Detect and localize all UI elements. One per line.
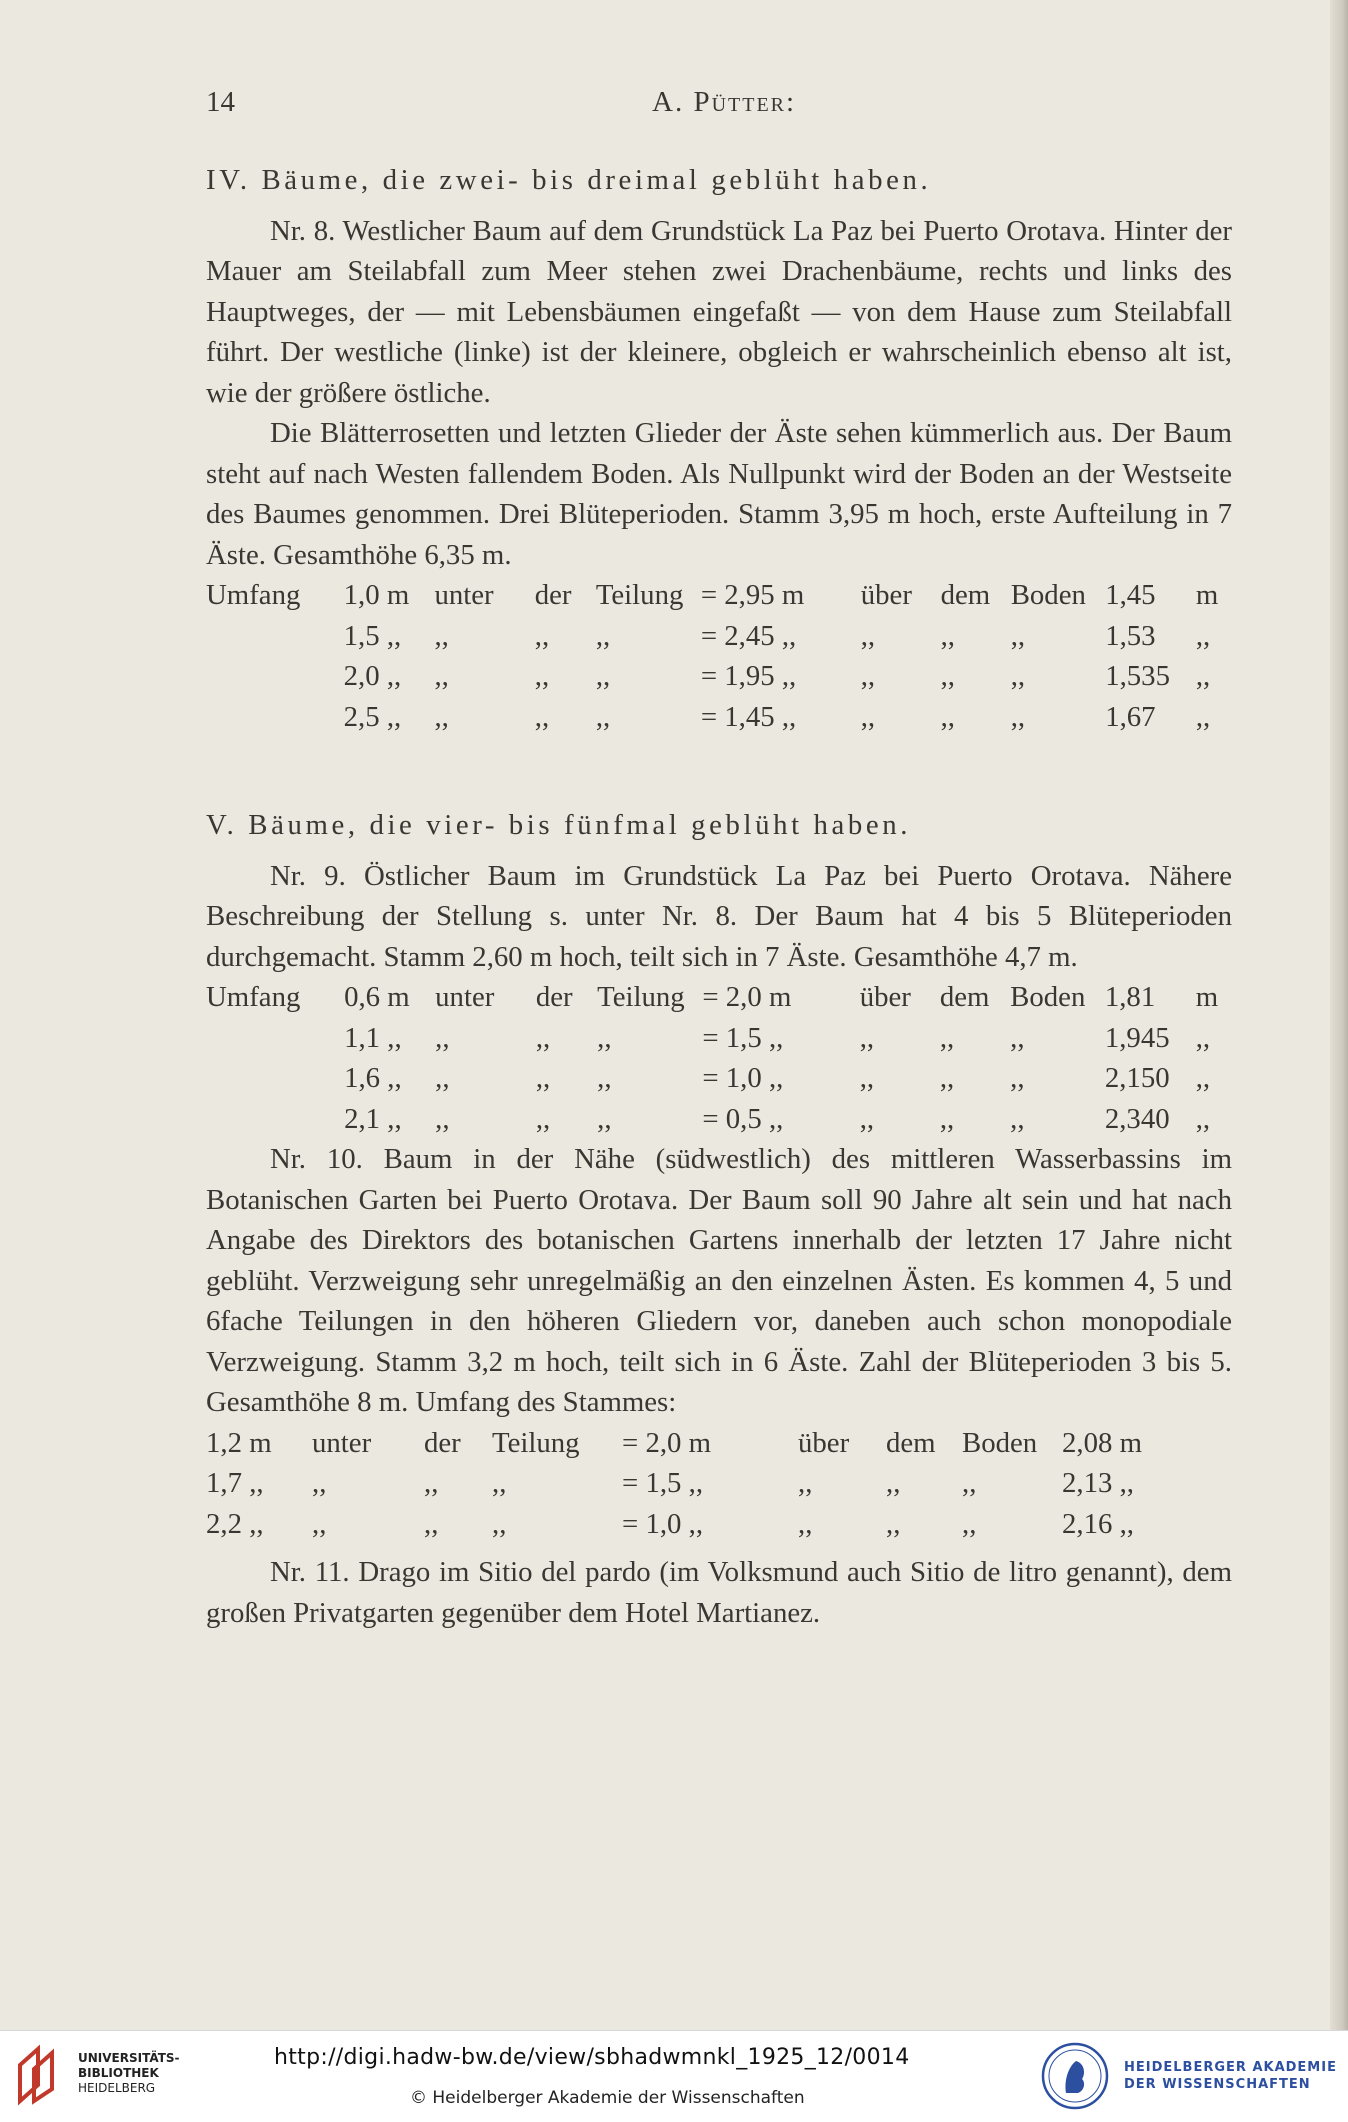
measurement-cell: ,, xyxy=(939,1102,955,1135)
measurement-cell: 2,2 ,, xyxy=(206,1507,264,1540)
measurement-cell: ,, xyxy=(886,1507,901,1540)
measurement-cell: ,, xyxy=(312,1467,327,1499)
measurement-cell: ,, xyxy=(1195,660,1211,692)
measurement-table-nr8 xyxy=(206,575,1232,737)
measurement-cell: ,, xyxy=(860,660,876,692)
measurement-cell: m xyxy=(1195,981,1219,1013)
measurement-cell: Umfang xyxy=(206,981,301,1013)
measurement-cell: = 2,45 ,, xyxy=(700,619,797,652)
measurement-cell: ,, xyxy=(939,1021,955,1054)
measurement-cell: ,, xyxy=(1195,1102,1211,1135)
measurement-cell: ,, xyxy=(1195,619,1211,652)
measurement-row xyxy=(206,697,1232,738)
measurement-cell: Boden xyxy=(1010,579,1086,611)
university-library-name: UNIVERSITÄTS- BIBLIOTHEK HEIDELBERG xyxy=(78,2051,180,2095)
measurement-cell: 2,340 xyxy=(1104,1102,1170,1135)
paragraph-nr8-detail: Die Blätterrosetten und letzten Glieder der Äste sehen kümmerlich aus. Der Baum steht auf nach Westen fallendem Boden. Als Nullpunkt wird der Boden an der Westseite des Baumes genommen. Drei Blüteperioden. Stamm 3,95 m hoch, erste Aufteilung in 7 Äste. Gesamthöhe 6,35 m. xyxy=(206,417,1232,571)
measurement-cell xyxy=(206,697,344,738)
running-header xyxy=(206,86,1238,126)
measurement-cell: ,, xyxy=(1195,700,1211,733)
viewer-footer xyxy=(0,2030,1348,2122)
measurement-cell: 2,08 m xyxy=(1062,1426,1142,1459)
measurement-cell: ,, xyxy=(312,1507,327,1540)
measurement-row xyxy=(206,1018,1232,1059)
measurement-cell: über xyxy=(859,981,911,1013)
measurement-cell: dem xyxy=(940,579,991,611)
measurement-cell: ,, xyxy=(859,1062,875,1094)
measurement-cell: = 1,95 ,, xyxy=(700,660,797,692)
measurement-cell: ,, xyxy=(1010,1021,1025,1054)
section-heading-iv: IV. Bäume, die zwei- bis dreimal geblüht haben. xyxy=(206,164,932,196)
measurement-row xyxy=(206,656,1232,697)
measurement-cell: = 1,5 ,, xyxy=(702,1021,784,1054)
measurement-cell: ,, xyxy=(1010,619,1026,652)
measurement-cell: Teilung xyxy=(597,981,685,1013)
paragraph-nr11: Nr. 11. Drago im Sitio del pardo (im Volksmund auch Sitio de litro genannt), dem großen Privatgarten gegenüber dem Hotel Martianez. xyxy=(206,1556,1232,1629)
measurement-cell xyxy=(206,1099,344,1140)
measurement-cell: 1,6 ,, xyxy=(344,1062,402,1094)
measurement-cell: ,, xyxy=(597,1102,612,1135)
measurement-cell: ,, xyxy=(940,700,955,733)
copyright-notice: © Heidelberger Akademie der Wissenschaften xyxy=(410,2088,805,2108)
measurement-cell: 1,5 ,, xyxy=(343,619,402,652)
measurement-cell: ,, xyxy=(860,619,876,652)
measurement-cell: über xyxy=(798,1426,850,1459)
measurement-row xyxy=(206,1423,1192,1464)
measurement-cell: ,, xyxy=(434,700,449,733)
measurement-cell: 1,2 m xyxy=(206,1426,272,1459)
measurement-row xyxy=(206,977,1232,1018)
measurement-cell: 2,0 ,, xyxy=(343,660,402,692)
measurement-cell: ,, xyxy=(597,1021,612,1054)
measurement-cell: Boden xyxy=(1010,981,1086,1013)
measurement-cell: ,, xyxy=(534,700,550,733)
measurement-cell: 1,53 xyxy=(1105,619,1156,652)
measurement-cell: ,, xyxy=(860,700,876,733)
running-author: A. Pütter: xyxy=(652,86,797,118)
measurement-cell: ,, xyxy=(1010,660,1026,692)
measurement-cell: ,, xyxy=(424,1507,439,1540)
measurement-cell: ,, xyxy=(859,1102,875,1135)
measurement-cell: ,, xyxy=(859,1021,875,1054)
measurement-cell: 1,0 m xyxy=(343,579,410,611)
measurement-cell: 1,945 xyxy=(1104,1021,1170,1054)
measurement-cell: 2,1 ,, xyxy=(344,1102,402,1135)
measurement-row xyxy=(206,1504,1192,1545)
measurement-cell: 1,81 xyxy=(1104,981,1156,1013)
paragraph-nr10: Nr. 10. Baum in der Nähe (südwestlich) des mittleren Wasserbassins im Botanischen Garten bei Puerto Orotava. Der Baum soll 90 Jahre alt sein und hat nach Angabe des Direktors des botanischen Gartens innerhalb der letzten 17 Jahre nicht geblüht. Verzweigung sehr unregelmäßig an den einzelnen Ästen. Es kommen 4, 5 und 6fache Teilungen in den höheren Gliedern vor, daneben auch schon monopodiale Verzweigung. Stamm 3,2 m hoch, teilt sich in 6 Äste. Zahl der Blüteperioden 3 bis 5. Gesamthöhe 8 m. Umfang des Stammes: xyxy=(206,1143,1232,1418)
measurement-cell: ,, xyxy=(492,1507,507,1540)
measurement-cell: ,, xyxy=(435,1102,450,1135)
measurement-cell: ,, xyxy=(424,1467,439,1499)
measurement-row xyxy=(206,1058,1232,1099)
measurement-cell: ,, xyxy=(534,660,550,692)
measurement-cell: = 2,95 m xyxy=(700,579,805,611)
measurement-cell: der xyxy=(535,981,573,1013)
measurement-cell: ,, xyxy=(435,1062,450,1094)
measurement-table-nr10 xyxy=(206,1423,1192,1545)
measurement-cell: ,, xyxy=(940,619,955,652)
paragraph-nr8-intro: Nr. 8. Westlicher Baum auf dem Grundstück La Paz bei Puerto Orotava. Hinter der Mauer am Steilabfall zum Meer stehen zwei Drachenbäume, rechts und links des Hauptweges, der — mit Lebensbäumen eingefaßt — von dem Hause zum Steilabfall führt. Der westliche (linke) ist der kleinere, obgleich er wahrscheinlich ebenso alt ist, wie der größere östliche. xyxy=(206,214,1232,409)
measurement-cell: der xyxy=(424,1426,461,1459)
measurement-cell: dem xyxy=(886,1426,936,1459)
measurement-cell: Teilung xyxy=(492,1426,580,1459)
measurement-cell: ,, xyxy=(535,1021,551,1054)
measurement-cell: unter xyxy=(312,1426,372,1459)
measurement-cell: 1,1 ,, xyxy=(344,1021,402,1054)
body-text-block-1 xyxy=(206,160,1232,1633)
page-edge-shadow xyxy=(1330,0,1348,2030)
measurement-cell: ,, xyxy=(435,1021,450,1054)
measurement-cell: ,, xyxy=(962,1507,977,1540)
measurement-cell: dem xyxy=(939,981,990,1013)
measurement-cell xyxy=(206,656,344,697)
measurement-cell: ,, xyxy=(939,1062,955,1094)
measurement-cell: 2,5 ,, xyxy=(343,700,402,733)
measurement-cell: ,, xyxy=(1010,700,1026,733)
measurement-cell xyxy=(206,1018,344,1059)
measurement-cell: ,, xyxy=(434,660,449,692)
document-url-link[interactable]: http://digi.hadw-bw.de/view/sbhadwmnkl_1925_12/0014 xyxy=(274,2045,910,2070)
measurement-cell: ,, xyxy=(535,1062,551,1094)
measurement-cell: ,, xyxy=(595,660,611,692)
measurement-row xyxy=(206,616,1232,657)
measurement-cell: ,, xyxy=(1195,1062,1211,1094)
measurement-cell: 1,7 ,, xyxy=(206,1467,264,1499)
paragraph-nr9: Nr. 9. Östlicher Baum im Grundstück La Paz bei Puerto Orotava. Nähere Beschreibung der Stellung s. unter Nr. 8. Der Baum hat 4 bis 5 Blüteperioden durchgemacht. Stamm 2,60 m hoch, teilt sich in 7 Äste. Gesamthöhe 4,7 m. xyxy=(206,859,1232,973)
measurement-cell: Teilung xyxy=(595,579,684,611)
measurement-cell: = 0,5 ,, xyxy=(702,1102,784,1135)
measurement-cell: ,, xyxy=(595,619,611,652)
page-number: 14 xyxy=(206,86,235,118)
measurement-cell: = 1,0 ,, xyxy=(702,1062,784,1094)
measurement-cell: 2,150 xyxy=(1104,1062,1170,1094)
measurement-cell: = 1,0 ,, xyxy=(622,1507,704,1540)
measurement-cell: der xyxy=(534,579,572,611)
measurement-row xyxy=(206,1463,1192,1504)
measurement-cell: ,, xyxy=(1195,1021,1211,1054)
measurement-cell: 1,67 xyxy=(1105,700,1156,733)
measurement-cell: = 2,0 m xyxy=(622,1426,712,1459)
section-heading-v: V. Bäume, die vier- bis fünfmal geblüht haben. xyxy=(206,809,912,841)
measurement-cell: = 1,5 ,, xyxy=(622,1467,704,1499)
measurement-cell: 1,45 xyxy=(1105,579,1156,611)
measurement-cell: ,, xyxy=(1010,1102,1025,1135)
measurement-cell: Umfang xyxy=(206,579,301,611)
measurement-cell: ,, xyxy=(535,1102,551,1135)
measurement-table-nr9 xyxy=(206,977,1232,1139)
measurement-cell: = 1,45 ,, xyxy=(700,700,797,733)
measurement-cell: = 2,0 m xyxy=(702,981,792,1013)
university-library-logo-icon xyxy=(14,2043,66,2107)
measurement-cell: ,, xyxy=(886,1467,901,1499)
measurement-cell: unter xyxy=(434,579,494,611)
measurement-cell: 1,535 xyxy=(1105,660,1170,692)
measurement-cell: über xyxy=(860,579,912,611)
measurement-cell: Boden xyxy=(962,1426,1038,1459)
measurement-cell: unter xyxy=(435,981,495,1013)
measurement-cell: 0,6 m xyxy=(344,981,410,1013)
measurement-cell: ,, xyxy=(595,700,611,733)
measurement-cell: ,, xyxy=(434,619,449,652)
measurement-cell: 2,16 ,, xyxy=(1062,1507,1134,1540)
measurement-cell: ,, xyxy=(534,619,550,652)
measurement-cell: ,, xyxy=(940,660,955,692)
measurement-cell: 2,13 ,, xyxy=(1062,1467,1134,1499)
measurement-cell: ,, xyxy=(798,1507,813,1540)
measurement-cell: ,, xyxy=(492,1467,507,1499)
measurement-cell: ,, xyxy=(962,1467,977,1499)
measurement-cell xyxy=(206,1058,344,1099)
measurement-row xyxy=(206,1099,1232,1140)
measurement-cell: ,, xyxy=(597,1062,612,1094)
measurement-cell xyxy=(206,616,344,657)
measurement-cell: m xyxy=(1195,579,1219,611)
academy-seal-icon xyxy=(1040,2041,1110,2111)
academy-name: HEIDELBERGER AKADEMIE DER WISSENSCHAFTEN xyxy=(1124,2060,1337,2092)
measurement-row xyxy=(206,575,1232,616)
measurement-cell: ,, xyxy=(798,1467,813,1499)
measurement-cell: ,, xyxy=(1010,1062,1025,1094)
